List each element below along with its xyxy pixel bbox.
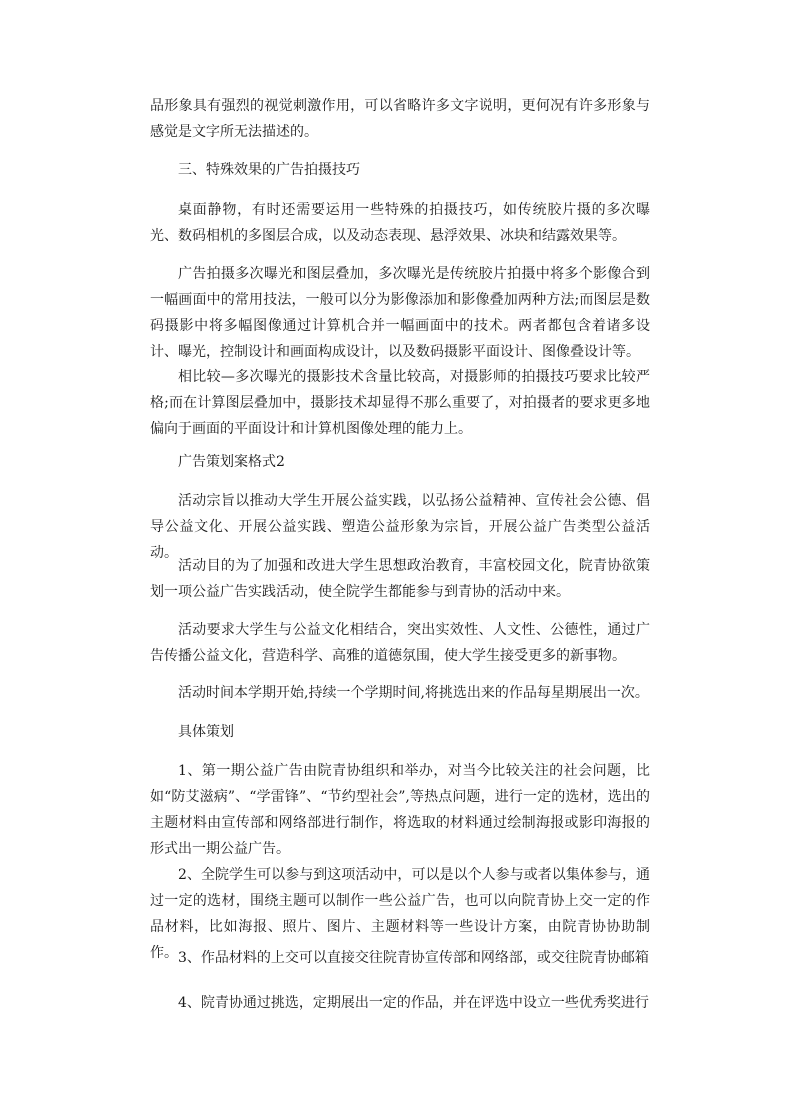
section-heading-plan: 具体策划	[178, 724, 234, 740]
paragraph-activity-purpose: 活动宗旨以推动大学生开展公益实践，以弘扬公益精神、宣传社会公德、倡导公益文化、开展公益实践、塑造公益形象为宗旨，开展公益广告类型公益活动。	[150, 493, 650, 561]
paragraph-still-life: 桌面静物，有时还需要运用一些特殊的拍摄技巧，如传统胶片摄的多次曝光、数码相机的多图层合成，以及动态表现、悬浮效果、冰块和结露效果等。	[150, 202, 650, 244]
paragraph-activity-time: 活动时间本学期开始,持续一个学期时间,将挑选出来的作品每星期展出一次。	[178, 685, 649, 701]
paragraph-plan-item-3: 3、作品材料的上交可以直接交往院青协宣传部和网络部，或交往院青协邮箱	[178, 950, 649, 966]
paragraph-plan-item-1: 1、第一期公益广告由院青协组织和举办，对当今比较关注的社会问题，比如“防艾滋病”、“学雷锋”、“节约型社会”,等热点问题，进行一定的选材，选出的主题材料由宣传部和网络部进行制作，将选取的材料通过绘制海报或影印海报的形式出一期公益广告。	[150, 763, 650, 857]
paragraph-intro-continuation: 品形象具有强烈的视觉刺激作用，可以省略许多文字说明，更何况有许多形象与感觉是文字所无法描述的。	[150, 98, 650, 140]
section-heading-special-effects: 三、特殊效果的广告拍摄技巧	[178, 162, 360, 178]
paragraph-comparison: 相比较—多次曝光的摄影技术含量比较高，对摄影师的拍摄技巧要求比较严格;而在计算图层叠加中，摄影技术却显得不那么重要了，对拍摄者的要求更多地偏向于画面的平面设计和计算机图像处理的能力上。	[150, 369, 650, 437]
paragraph-activity-requirement: 活动要求大学生与公益文化相结合，突出实效性、人文性、公德性，通过广告传播公益文化，营造科学、高雅的道德氛围，使大学生接受更多的新事物。	[150, 622, 650, 664]
paragraph-multiple-exposure: 广告拍摄多次曝光和图层叠加，多次曝光是传统胶片拍摄中将多个影像合到一幅画面中的常用技法，一般可以分为影像添加和影像叠加两种方法;而图层是数码摄影中将多幅图像通过计算机合并一幅画面中的技术。两者都包含着诸多设计、曝光，控制设计和画面构成设计，以及数码摄影平面设计、图像叠设计等。	[150, 266, 650, 360]
paragraph-activity-goal: 活动目的为了加强和改进大学生思想政治教育，丰富校园文化，院青协欲策划一项公益广告实践活动，使全院学生都能参与到青协的活动中来。	[150, 558, 650, 600]
paragraph-plan-item-4: 4、院青协通过挑选，定期展出一定的作品，并在评选中设立一些优秀奖进行	[178, 995, 649, 1011]
section-heading-format-2: 广告策划案格式2	[178, 454, 285, 470]
paragraph-plan-item-2: 2、全院学生可以参与到这项活动中，可以是以个人参与或者以集体参与，通过一定的选材，围绕主题可以制作一些公益广告，也可以向院青协上交一定的作品材料，比如海报、照片、图片、主题材料等一些设计方案，由院青协协助制作。	[150, 867, 650, 961]
